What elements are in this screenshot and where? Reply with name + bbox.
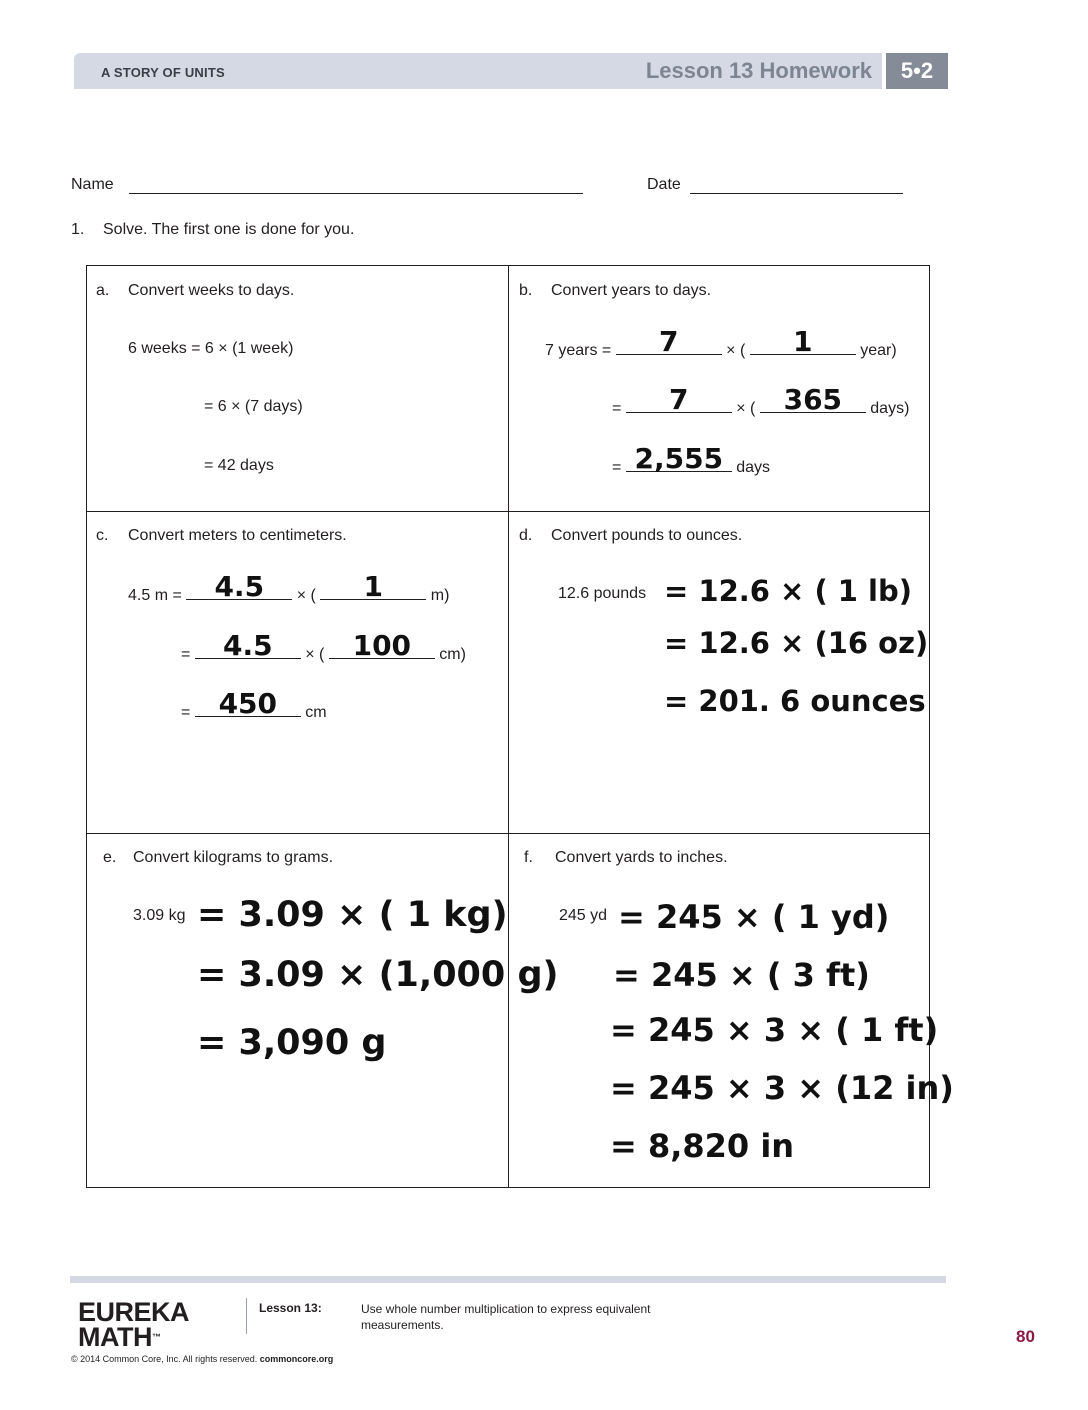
cell-f-letter: f. [524, 849, 533, 866]
cell-b-answer5: 2,555 [634, 442, 724, 475]
cell-f-label: 245 yd [559, 907, 608, 924]
cell-b-row1-prefix: 7 years = [545, 342, 612, 359]
cell-c-blank3[interactable] [195, 629, 301, 662]
cell-c-row2-prefix: = [181, 646, 191, 663]
cell-b-blank1[interactable] [616, 325, 722, 358]
cell-c-row1 [128, 570, 450, 605]
footer-bar [70, 1276, 946, 1283]
cell-b-row1-mid: × ( [726, 342, 746, 359]
cell-b-title: Convert years to days. [551, 282, 712, 299]
cell-b-row3-suffix: days [736, 459, 771, 476]
cell-f-title: Convert yards to inches. [555, 849, 728, 866]
cell-b-row2-mid: × ( [736, 400, 756, 417]
cell-f-work2: = 245 × ( 3 ft) [613, 956, 870, 994]
logo-trademark: ™ [151, 1332, 161, 1342]
cell-d-label: 12.6 pounds [558, 585, 647, 602]
logo-line2: MATH [78, 1322, 152, 1352]
cell-c-blank4[interactable] [329, 629, 435, 662]
cell-b-answer2: 1 [793, 325, 813, 358]
cell-b-answer4: 365 [783, 383, 843, 416]
cell-b-blank2[interactable] [750, 325, 856, 358]
cell-e-label: 3.09 kg [133, 907, 186, 924]
footer-lesson-label: Lesson 13: [259, 1301, 322, 1315]
cell-f-work3: = 245 × 3 × ( 1 ft) [610, 1011, 939, 1049]
cell-e-work2: = 3.09 × (1,000 g) [197, 955, 559, 995]
cell-c-row2-mid: × ( [305, 646, 325, 663]
cell-d-work3: = 201. 6 ounces [664, 684, 926, 718]
cell-c-row2-suffix: cm) [439, 646, 466, 663]
date-field[interactable] [690, 193, 903, 194]
cell-b-row3-prefix: = [612, 459, 622, 476]
cell-d-work1: = 12.6 × ( 1 lb) [664, 574, 913, 608]
cell-a-line3: = 42 days [204, 457, 274, 474]
cell-b-answer3: 7 [669, 383, 689, 416]
cell-c-answer4: 100 [352, 629, 412, 662]
cell-c-row2 [181, 629, 466, 664]
cell-c-blank2[interactable] [320, 570, 426, 603]
cell-b-blank4[interactable] [760, 383, 866, 416]
cell-a-letter: a. [96, 282, 110, 299]
cell-b-row2-prefix: = [612, 400, 622, 417]
cell-b-letter: b. [519, 282, 533, 299]
series-title: A STORY OF UNITS [101, 65, 225, 80]
cell-c-row3 [181, 687, 327, 722]
cell-e-title: Convert kilograms to grams. [133, 849, 334, 866]
cell-c-answer5: 450 [218, 687, 278, 720]
page-number: 80 [1016, 1327, 1035, 1346]
cell-c-row3-prefix: = [181, 704, 191, 721]
cell-c-row1-mid: × ( [296, 587, 316, 604]
cell-c-row1-suffix: m) [430, 587, 450, 604]
cell-b-answer1: 7 [658, 325, 679, 358]
cell-c-blank1[interactable] [186, 570, 292, 603]
logo-line1: EUREKA [78, 1297, 190, 1327]
cell-a-title: Convert weeks to days. [128, 282, 295, 299]
name-label: Name [71, 176, 114, 193]
cell-e-letter: e. [103, 849, 117, 866]
grade-module-badge: 5•2 [886, 53, 948, 89]
cell-c-title: Convert meters to centimeters. [128, 527, 347, 544]
cell-f-work1: = 245 × ( 1 yd) [618, 898, 890, 936]
cell-a-line2: = 6 × (7 days) [204, 398, 303, 415]
lesson-title: Lesson 13 Homework [645, 58, 872, 83]
copyright-text: © 2014 Common Core, Inc. All rights reserved. [71, 1354, 258, 1364]
cell-c-letter: c. [96, 527, 109, 544]
cell-b-row1 [545, 325, 897, 360]
date-label: Date [647, 176, 681, 193]
grid-divider-row2 [87, 833, 929, 834]
cell-b-row1-suffix: year) [860, 342, 897, 359]
cell-f-work5: = 8,820 in [610, 1127, 795, 1165]
cell-c-answer2: 1 [363, 570, 384, 603]
cell-c-answer1: 4.5 [214, 570, 265, 603]
cell-e-work3: = 3,090 g [197, 1023, 387, 1063]
cell-c-answer3: 4.5 [222, 629, 273, 662]
problem-number: 1. [71, 221, 85, 238]
cell-c-blank5[interactable] [195, 687, 301, 720]
copyright [71, 1354, 333, 1364]
cell-b-row2-suffix: days) [870, 400, 910, 417]
cell-d-title: Convert pounds to ounces. [551, 527, 743, 544]
cell-e-work1: = 3.09 × ( 1 kg) [197, 895, 508, 935]
cell-b-row3 [612, 442, 771, 477]
eureka-math-logo [78, 1297, 190, 1352]
problem-instruction: Solve. The first one is done for you. [103, 221, 355, 238]
grid-divider-row1 [87, 511, 929, 512]
cell-c-row1-prefix: 4.5 m = [128, 587, 182, 604]
name-field[interactable] [129, 193, 583, 194]
cell-d-work2: = 12.6 × (16 oz) [664, 626, 929, 660]
cell-b-row2 [612, 383, 910, 418]
cell-d-letter: d. [519, 527, 533, 544]
cell-f-work4: = 245 × 3 × (12 in) [610, 1069, 954, 1107]
copyright-site: commoncore.org [259, 1354, 334, 1364]
cell-c-row3-suffix: cm [305, 704, 327, 721]
footer-divider [246, 1298, 247, 1334]
footer-lesson-description: Use whole number multiplication to express equivalent measurements. [361, 1302, 651, 1332]
grid-divider-vertical [508, 266, 509, 1187]
cell-b-blank5[interactable] [626, 442, 732, 475]
cell-b-blank3[interactable] [626, 383, 732, 416]
cell-a-line1: 6 weeks = 6 × (1 week) [128, 340, 294, 357]
